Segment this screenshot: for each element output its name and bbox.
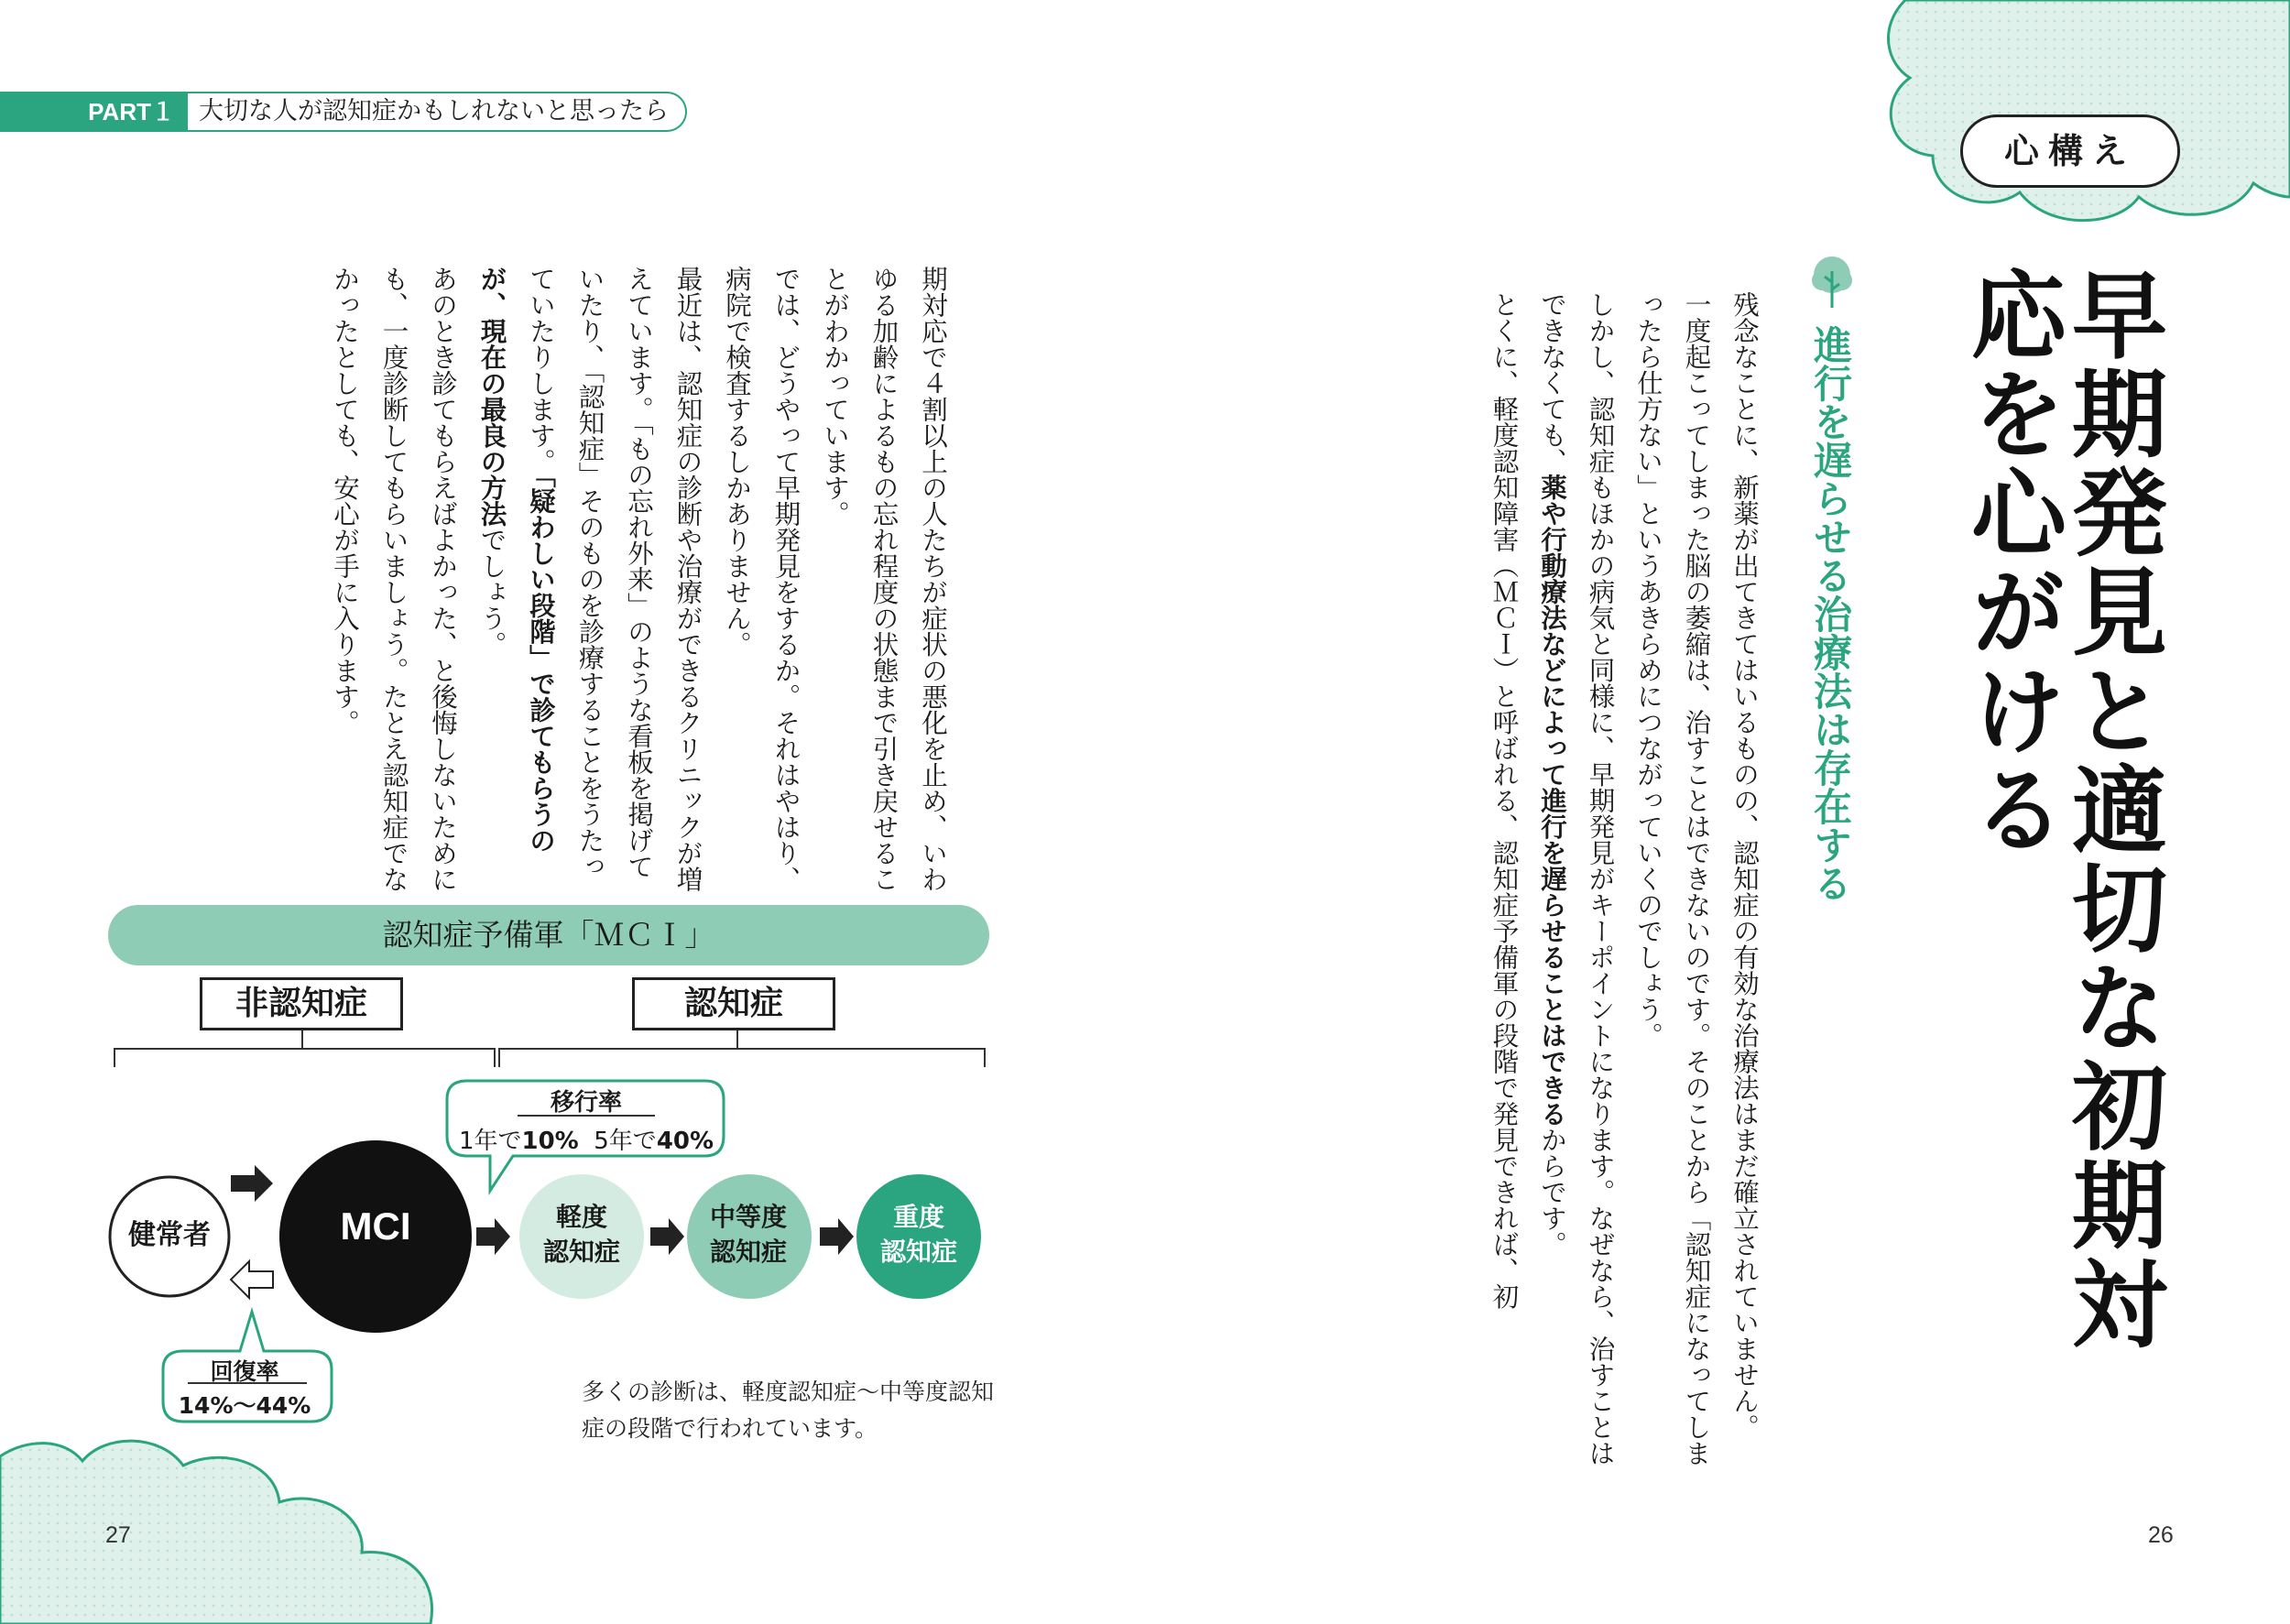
arrow-left-outline-icon (231, 1261, 273, 1298)
emphasis-text: 「疑わしい段階」で診てもらうのが、現在の最良の方法 (476, 266, 556, 854)
paragraph: あのとき診てもらえばよかった、と後悔しないためにも、一度診断してもらいましょう。たとえ認知症でなかったとしても、安心が手に入ります。 (330, 266, 458, 892)
arrow-right-icon (820, 1218, 854, 1255)
paragraph: からです。 (1537, 1127, 1567, 1258)
transition-1y-value: 10% (521, 1128, 579, 1155)
right-body-text (1301, 291, 1768, 1482)
paragraph: でしょう。 (476, 527, 507, 658)
page-number-right: 26 (2148, 1522, 2174, 1548)
paragraph: 残念なことに、新薬が出てきてはいるものの、認知症の有効な治療法はまだ確立されていません。 (1729, 291, 1760, 1440)
paragraph: では、どうやって早期発見をするか。それはやはり、病院で検査するしかありません。 (722, 266, 802, 892)
transition-rate-label: 移行率 (550, 1089, 622, 1117)
paragraph: しかし、認知症もほかの病気と同様に、早期発見がキーポイントになります。なぜなら、治すことはできなくても、 (1537, 291, 1616, 1466)
recovery-rate-value: 14%〜44% (178, 1392, 311, 1419)
mild-dementia-label: 軽度 認知症 (542, 1202, 620, 1267)
transition-5y-prefix: 5年で (594, 1128, 657, 1155)
paragraph: 一度起こってしまった脳の萎縮は、治すことはできないのです。そのことから「認知症になってしまったら仕方ない」というあきらめにつながっていくのでしょう。 (1633, 291, 1712, 1466)
non-dementia-label: 非認知症 (200, 977, 403, 1030)
transition-rate-value (449, 1122, 724, 1156)
transition-5y-value: 40% (656, 1128, 714, 1155)
mci-label: MCI (340, 1204, 411, 1248)
paragraph: 期対応で４割以上の人たちが症状の悪化を止め、いわゆる加齢によるもの忘れ程度の状態まで引き戻せることがわかっています。 (820, 266, 948, 892)
section-badge: 心構え (1960, 114, 2180, 188)
severe-dementia-label: 重度 認知症 (879, 1202, 957, 1267)
part-label: PART１ (0, 92, 188, 132)
subheading: 進行を遅らせる治療法は存在する (1808, 325, 1853, 902)
paragraph: とくに、軽度認知障害（ＭＣＩ）と呼ばれる、認知症予備軍の段階で発見できれば、初 (1488, 291, 1520, 1310)
bracket-non-dementia (114, 1049, 495, 1067)
tree-icon (1809, 255, 1855, 310)
emphasis-text: 薬や行動療法などによって進行を遅らせることはできる (1537, 474, 1567, 1127)
dementia-label: 認知症 (632, 977, 835, 1030)
bracket-dementia (499, 1049, 985, 1067)
arrow-right-icon (650, 1218, 684, 1255)
arrow-right-icon (231, 1165, 273, 1202)
mci-banner: 認知症予備軍「ＭＣＩ」 (108, 905, 989, 965)
arrow-right-icon (476, 1218, 510, 1255)
cloud-decoration-bottom (0, 1438, 476, 1624)
part-title: 大切な人が認知症かもしれないと思ったら (188, 92, 687, 132)
recovery-rate-label: 回復率 (210, 1358, 279, 1385)
page-number-left: 27 (105, 1522, 131, 1548)
left-body-text (101, 266, 957, 898)
part-header (0, 92, 692, 132)
paragraph: 最近は、認知症の診断や治療ができるクリニックが増えています。「もの忘れ外来」のような看板を掲げていたり、「認知症」そのものを診療することをうたっていたりします。 (526, 266, 703, 892)
transition-1y-prefix: 1年で (458, 1128, 522, 1155)
healthy-label: 健常者 (128, 1219, 211, 1251)
page-title: 早期発見と適切な初期対応を心がける (1955, 266, 2167, 1354)
moderate-dementia-label: 中等度 認知症 (709, 1202, 787, 1267)
diagram-note: 多くの診断は、軽度認知症〜中等度認知症の段階で行われています。 (582, 1379, 995, 1442)
